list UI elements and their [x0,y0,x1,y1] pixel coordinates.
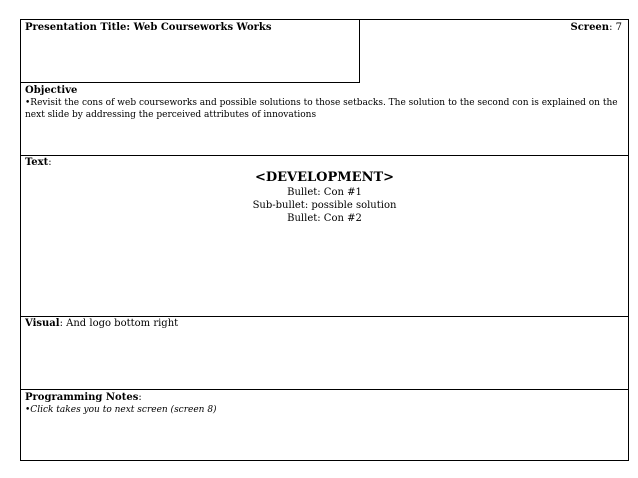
visual-colon: : [59,318,67,329]
objective-text: •Revisit the cons of web courseworks and possible solutions to those setbacks. The solution to the second con is explained on the next slide by addressing the perceived attributes of innovations [25,98,618,120]
programming-notes-section [21,390,628,460]
text-label: Text [25,157,49,168]
storyboard-sheet [20,19,629,461]
screen-label: Screen [570,22,610,33]
screen-colon: : [609,22,616,33]
content-line-1: Bullet: Con #1 [287,187,362,198]
presentation-title-value: Web Courseworks Works [133,22,272,33]
screen-number-cell [570,22,622,33]
text-content [25,169,624,225]
presentation-title-cell [21,20,360,83]
programming-notes-heading: Programming Notes [25,392,139,403]
text-section [21,156,628,317]
screen-number: 7 [615,22,622,33]
content-line-3: Bullet: Con #2 [287,213,362,224]
notes-colon: : [138,392,142,403]
presentation-title-label: Presentation Title: [25,22,131,33]
visual-section [21,317,628,390]
content-line-2: Sub-bullet: possible solution [252,200,397,211]
text-colon: : [48,157,52,168]
visual-text: And logo bottom right [66,318,179,329]
objective-heading: Objective [25,85,78,96]
visual-label: Visual [25,318,60,329]
programming-notes-text: •Click takes you to next screen (screen 8) [25,405,217,415]
development-heading: <DEVELOPMENT> [254,170,395,185]
objective-section [21,83,628,156]
